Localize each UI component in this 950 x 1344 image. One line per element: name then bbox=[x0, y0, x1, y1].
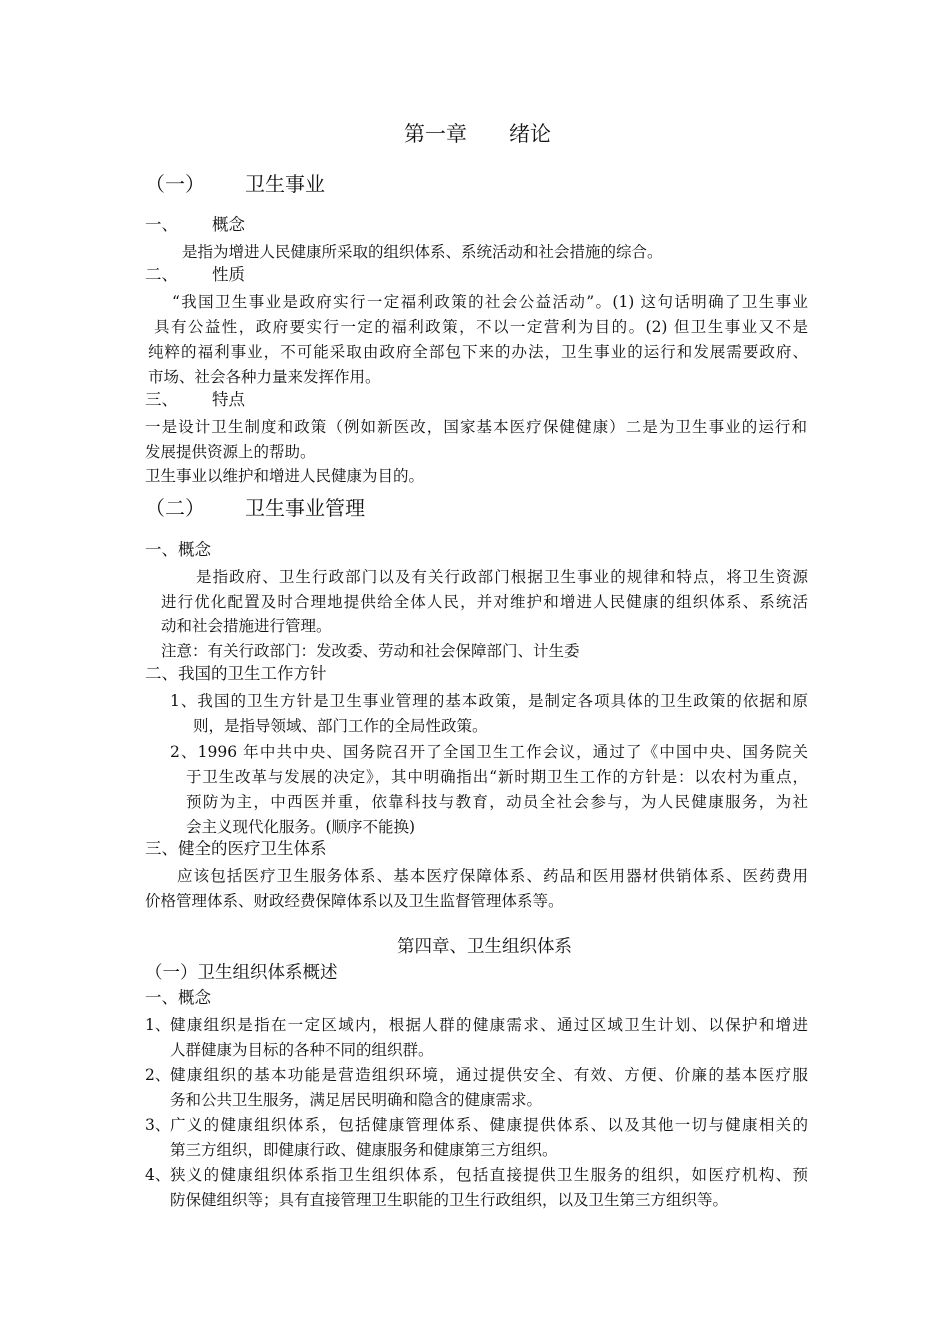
list-item-line: 健康组织的基本功能是营造组织环境，通过提供安全、有效、方便、价廉的基本医疗服 bbox=[170, 1066, 808, 1084]
subsection-number: 三、 bbox=[145, 390, 178, 409]
chapter-title: 第一章 绪论 bbox=[404, 122, 551, 146]
list-item-line: 务和公共卫生服务，满足居民明确和隐含的健康需求。 bbox=[170, 1091, 543, 1109]
list-item-line: 2、1996 年中共中央、国务院召开了全国卫生工作会议，通过了《中国中央、国务院关 bbox=[170, 743, 808, 761]
list-item-line: 狭义的健康组织体系指卫生组织体系，包括直接提供卫生服务的组织，如医疗机构、预 bbox=[170, 1166, 808, 1184]
section-heading: 卫生事业 bbox=[245, 172, 325, 196]
paragraph-line: 应该包括医疗卫生服务体系、基本医疗保障体系、药品和医用器材供销体系、医药费用 bbox=[177, 867, 808, 885]
paragraph-line: 市场、社会各种力量来发挥作用。 bbox=[148, 368, 381, 386]
list-number: 3、 bbox=[145, 1116, 171, 1134]
list-item-line: 则，是指导领域、部门工作的全局性政策。 bbox=[193, 717, 488, 735]
paragraph-line: 纯粹的福利事业，不可能采取由政府全部包下来的办法，卫生事业的运行和发展需要政府、 bbox=[148, 343, 808, 361]
subsection-number: 二、 bbox=[145, 265, 178, 284]
list-number: 2、 bbox=[145, 1066, 171, 1084]
paragraph-line: 具有公益性，政府要实行一定的福利政策，不以一定营利为目的。(2) 但卫生事业又不是 bbox=[154, 318, 808, 336]
list-item-line: 健康组织是指在一定区域内，根据人群的健康需求、通过区域卫生计划、以保护和增进 bbox=[170, 1016, 808, 1034]
list-item-line: 预防为主，中西医并重，依靠科技与教育，动员全社会参与，为人民健康服务，为社 bbox=[186, 793, 808, 811]
section-number: （一） bbox=[145, 172, 205, 196]
section-heading: 卫生事业管理 bbox=[245, 496, 365, 520]
note-line: 注意：有关行政部门：发改委、劳动和社会保障部门、计生委 bbox=[161, 642, 580, 660]
list-item-line: 第三方组织，即健康行政、健康服务和健康第三方组织。 bbox=[170, 1141, 558, 1159]
paragraph: 是指为增进人民健康所采取的组织体系、系统活动和社会措施的综合。 bbox=[182, 243, 663, 261]
list-item-line: 防保健组织等；具有直接管理卫生职能的卫生行政组织，以及卫生第三方组织等。 bbox=[170, 1191, 729, 1209]
subsection-title: 二、我国的卫生工作方针 bbox=[145, 664, 327, 683]
paragraph-line: 价格管理体系、财政经费保障体系以及卫生监督管理体系等。 bbox=[145, 892, 564, 910]
list-item-line: 会主义现代化服务。(顺序不能换) bbox=[186, 818, 416, 836]
list-item-line: 人群健康为目标的各种不同的组织群。 bbox=[170, 1041, 434, 1059]
list-number: 4、 bbox=[145, 1166, 171, 1184]
paragraph-line: 卫生事业以维护和增进人民健康为目的。 bbox=[145, 467, 425, 485]
subsection-title: 性质 bbox=[212, 265, 245, 284]
paragraph-line: 进行优化配置及时合理地提供给全体人民，并对维护和增进人民健康的组织体系、系统活 bbox=[161, 593, 808, 611]
section-heading: （一）卫生组织体系概述 bbox=[145, 963, 338, 983]
subsection-number: 一、 bbox=[145, 215, 178, 234]
subsection-title: 概念 bbox=[212, 215, 245, 234]
subsection-title: 一、概念 bbox=[145, 988, 211, 1007]
subsection-title: 一、概念 bbox=[145, 540, 211, 559]
list-item-line: 于卫生改革与发展的决定》，其中明确指出“新时期卫生工作的方针是：以农村为重点， bbox=[186, 768, 808, 786]
subsection-title: 三、健全的医疗卫生体系 bbox=[145, 839, 327, 858]
paragraph-line: “我国卫生事业是政府实行一定福利政策的社会公益活动”。(1) 这句话明确了卫生事业 bbox=[172, 293, 808, 311]
chapter-title: 第四章、卫生组织体系 bbox=[397, 937, 572, 957]
section-number: （二） bbox=[145, 496, 205, 520]
list-item-line: 1、我国的卫生方针是卫生事业管理的基本政策，是制定各项具体的卫生政策的依据和原 bbox=[170, 692, 808, 710]
list-item-line: 广义的健康组织体系，包括健康管理体系、健康提供体系、以及其他一切与健康相关的 bbox=[170, 1116, 808, 1134]
paragraph-line: 是指政府、卫生行政部门以及有关行政部门根据卫生事业的规律和特点，将卫生资源 bbox=[196, 568, 808, 586]
paragraph-line: 发展提供资源上的帮助。 bbox=[145, 443, 316, 461]
paragraph-line: 动和社会措施进行管理。 bbox=[161, 617, 332, 635]
paragraph-line: 一是设计卫生制度和政策（例如新医改，国家基本医疗保健健康）二是为卫生事业的运行和 bbox=[145, 418, 807, 436]
list-number: 1、 bbox=[145, 1016, 171, 1034]
subsection-title: 特点 bbox=[212, 390, 245, 409]
